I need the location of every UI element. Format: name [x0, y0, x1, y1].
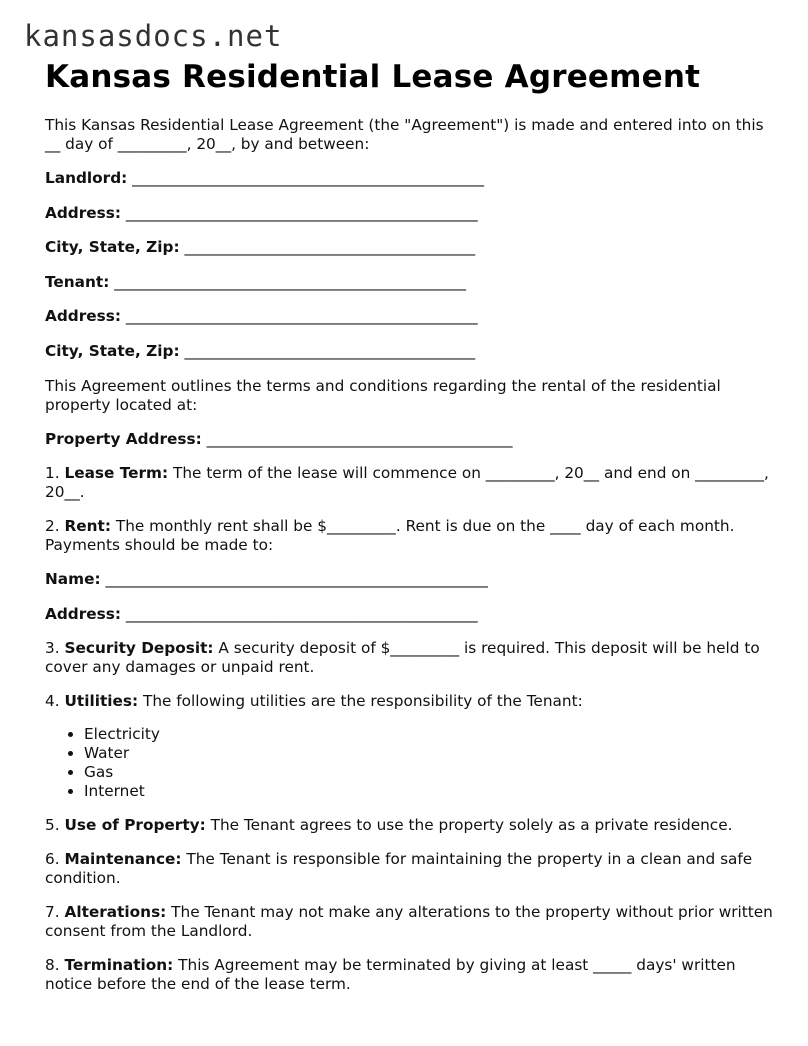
section-text: A security deposit of $_________ is required. This deposit will be held to cover any damages or unpaid rent.: [45, 639, 760, 677]
blank-line[interactable]: ______________________________________: [184, 341, 476, 360]
field-label: Tenant:: [45, 272, 110, 291]
section-text: The following utilities are the responsibility of the Tenant:: [142, 692, 583, 711]
section-number: 2.: [45, 517, 60, 536]
section-title: Termination:: [64, 956, 174, 975]
section-text: The Tenant agrees to use the property solely as a private residence.: [210, 816, 733, 835]
intro-paragraph: This Kansas Residential Lease Agreement (the "Agreement") is made and entered into on this __ day of _________, 20__, by and between:: [45, 116, 764, 153]
field-label: City, State, Zip:: [45, 341, 180, 360]
section-lease-term: [45, 464, 775, 502]
list-item: • Water: [84, 744, 775, 763]
section-title: Utilities:: [64, 692, 139, 711]
section-rent: [45, 517, 775, 555]
field-label: Property Address:: [45, 429, 202, 448]
section-alterations: [45, 903, 775, 941]
blank-line[interactable]: __________________________________________________: [105, 570, 488, 589]
section-number: 5.: [45, 816, 60, 835]
landlord-address-field[interactable]: [45, 204, 775, 223]
property-intro-paragraph: This Agreement outlines the terms and conditions regarding the rental of the residential property located at:: [45, 376, 721, 414]
section-title: Alterations:: [64, 903, 167, 922]
blank-line[interactable]: ______________________________________________: [114, 272, 467, 291]
section-number: 8.: [45, 956, 60, 975]
section-number: 6.: [45, 850, 60, 869]
payment-name-field[interactable]: [45, 570, 775, 589]
tenant-address-field[interactable]: [45, 307, 775, 326]
tenant-name-field[interactable]: [45, 273, 775, 292]
field-label: City, State, Zip:: [45, 238, 180, 257]
section-text: The Tenant may not make any alterations to the property without prior written consent from the Landlord.: [45, 903, 773, 941]
field-label: Name:: [45, 570, 101, 589]
section-text: This Agreement may be terminated by giving at least _____ days' written notice before the end of the lease term.: [45, 956, 736, 994]
document-title: Kansas Residential Lease Agreement: [45, 59, 701, 95]
blank-line[interactable]: ________________________________________: [206, 429, 513, 448]
section-title: Rent:: [64, 517, 111, 536]
section-title: Lease Term:: [64, 464, 169, 483]
landlord-city-state-zip-field[interactable]: [45, 238, 775, 257]
list-item: • Electricity: [84, 725, 775, 744]
section-number: 1.: [45, 464, 60, 483]
list-item: • Internet: [84, 782, 775, 801]
blank-line[interactable]: ______________________________________________: [125, 604, 478, 623]
section-text: The Tenant is responsible for maintaining the property in a clean and safe condition.: [45, 850, 753, 888]
section-title: Maintenance:: [64, 850, 182, 869]
section-termination: [45, 956, 775, 994]
section-utilities: [45, 692, 775, 711]
tenant-city-state-zip-field[interactable]: [45, 342, 775, 361]
payment-address-field[interactable]: [45, 605, 775, 624]
blank-line[interactable]: ______________________________________________: [125, 307, 478, 326]
blank-line[interactable]: ______________________________________________: [125, 203, 478, 222]
section-security-deposit: [45, 639, 775, 677]
section-number: 4.: [45, 692, 60, 711]
blank-line[interactable]: ______________________________________: [184, 238, 476, 257]
utilities-list: [45, 725, 775, 801]
section-text: The term of the lease will commence on _________, 20__ and end on _________, 20__.: [45, 464, 769, 502]
list-item: • Gas: [84, 763, 775, 782]
field-label: Landlord:: [45, 169, 128, 187]
blank-line[interactable]: ______________________________________________: [132, 169, 484, 187]
section-maintenance: [45, 850, 775, 888]
section-number: 3.: [45, 639, 60, 658]
field-label: Address:: [45, 203, 121, 222]
field-label: Address:: [45, 604, 121, 623]
section-use-of-property: [45, 816, 775, 835]
landlord-name-field[interactable]: [45, 169, 775, 188]
section-number: 7.: [45, 903, 60, 922]
lease-document: [45, 58, 775, 1009]
section-text: The monthly rent shall be $_________. Rent is due on the ____ day of each month. Payments should be made to:: [45, 517, 735, 555]
site-watermark: kansasdocs.net: [24, 19, 283, 53]
property-address-field[interactable]: [45, 430, 775, 449]
section-title: Security Deposit:: [64, 639, 214, 658]
field-label: Address:: [45, 307, 121, 326]
section-title: Use of Property:: [64, 816, 206, 835]
